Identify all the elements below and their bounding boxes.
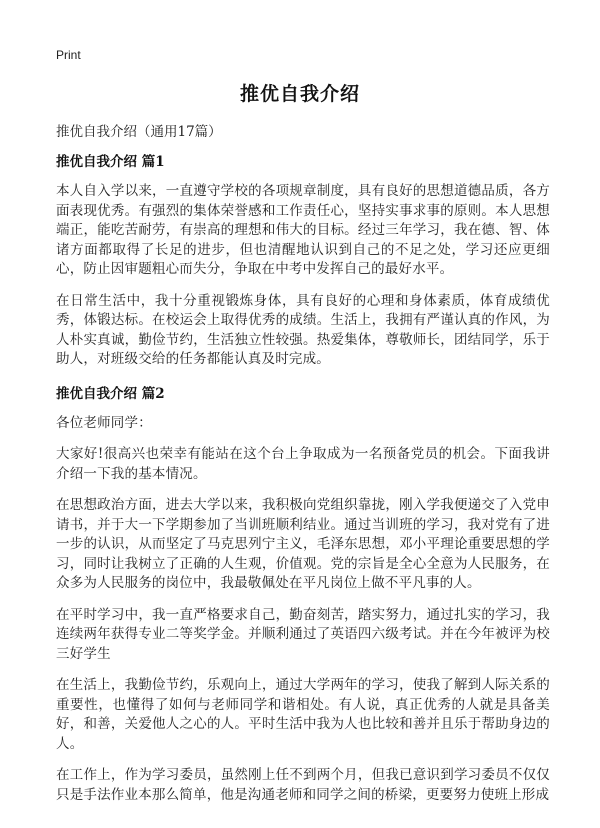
document-title: 推优自我介绍 (239, 83, 360, 105)
document-subtitle: 推优自我介绍（通用17篇） (56, 124, 222, 140)
paragraph: 各位老师同学： (56, 414, 152, 431)
paragraph: 在生活上，我勤俭节约，乐观向上，通过大学两年的学习，使我了解到人际关系的重要性，也懂得了如何与老师同学和谐相处。有人说，真正优秀的人就是具备美好，和善，关爱他人之心的人。平时生活中我为人也比较和善并且乐于帮助身边的人。 (56, 677, 550, 752)
paragraph: 在平时学习中，我一直严格要求自己，勤奋刻苦，踏实努力，通过扎实的学习，我连续两年获得专业二等奖学金。并顺利通过了英语四六级考试。并在今年被评为校三好学生 (56, 606, 550, 662)
paragraph: 在日常生活中，我十分重视锻炼身体，具有良好的心理和身体素质，体育成绩优秀，体锻达标。在校运会上取得优秀的成绩。生活上，我拥有严谨认真的作风，为人朴实真诚，勤俭节约，生活独立性较强。热爱集体，尊敬师长，团结同学，乐于助人，对班级交给的任务都能认真及时完成。 (56, 292, 550, 367)
section-heading-1: 推优自我介绍 篇1 (56, 154, 165, 170)
section-heading-2: 推优自我介绍 篇2 (56, 385, 165, 402)
paragraph: 在思想政治方面，进去大学以来，我积极向党组织靠拢，刚入学我便递交了入党申请书，并于大一下学期参加了当训班顺利结业。通过当训班的学习，我对党有了进一步的认识，从而坚定了马克思列宁主义，毛泽东思想，邓小平理论重要思想的学习，同时让我树立了正确的人生观，价值观。党的宗旨是全心全意为人民服务，在众多为人民服务的岗位中，我最敬佩处在平凡岗位上做不平凡事的人。 (56, 497, 550, 591)
paragraph: 本人自入学以来，一直遵守学校的各项规章制度，具有良好的思想道德品质，各方面表现优秀。有强烈的集体荣誉感和工作责任心，坚持实事求事的原则。本人思想端正，能吃苦耐劳，有崇高的理想和伟大的目标。经过三年学习，我在德、智、体诸方面都取得了长足的进步，但也清醒地认识到自己的不足之处，学习还应更细心，防止因审题粗心而失分，争取在中考中发挥自己的最好水平。 (56, 183, 550, 277)
print-link[interactable]: Print (56, 48, 81, 62)
document-body (56, 148, 550, 817)
paragraph: 在工作上，作为学习委员，虽然刚上任不到两个月，但我已意识到学习委员不仅仅只是手法作业本那么简单，他是沟通老师和同学之间的桥梁，更要努力使班上形成 (56, 767, 550, 803)
paragraph: 大家好!很高兴也荣幸有能站在这个台上争取成为一名预备党员的机会。下面我讲介绍一下我的基本情况。 (56, 446, 550, 482)
